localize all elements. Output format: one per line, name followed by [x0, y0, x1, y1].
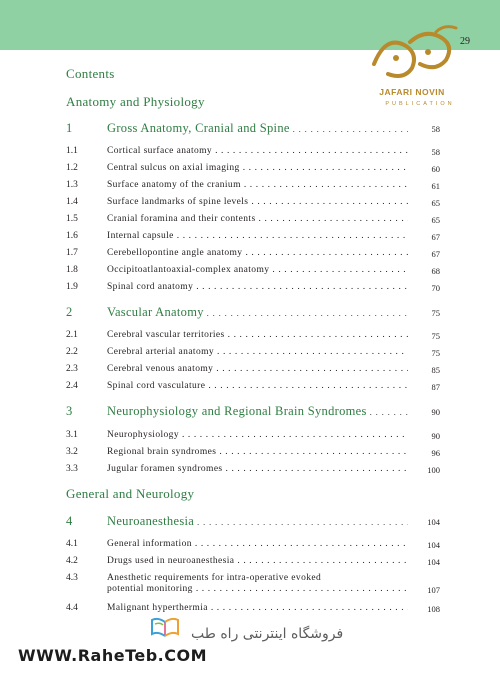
toc-entry[interactable] — [66, 197, 440, 211]
entry-title: Internal capsule . . . — [107, 231, 408, 241]
toc-entry[interactable] — [66, 282, 440, 296]
entry-page: 58 — [431, 147, 440, 157]
entry-number: 4.1 — [66, 539, 78, 549]
entry-number: 4.4 — [66, 603, 78, 613]
logo-subtitle: PUBLICATION — [385, 101, 455, 107]
entry-number: 1.5 — [66, 214, 78, 224]
entry-page: 107 — [427, 585, 440, 595]
chapter-title: Neurophysiology and Regional Brain Syndromes . . . — [107, 404, 408, 419]
toc-entry[interactable] — [66, 464, 440, 478]
toc-entry[interactable] — [66, 364, 440, 378]
watermark-persian-text: فروشگاه اینترنتی راه طب — [191, 626, 344, 642]
chapter-page: 90 — [431, 407, 440, 417]
section-heading: General and Neurology — [66, 486, 195, 501]
entry-title: Spinal cord vasculature . . . — [107, 381, 408, 391]
toc-entry[interactable] — [66, 265, 440, 279]
toc-entry[interactable] — [66, 146, 440, 160]
open-book-icon — [150, 616, 180, 638]
entry-title: Malignant hyperthermia . . . — [107, 603, 408, 613]
chapter-page: 104 — [427, 517, 440, 527]
chapter-number: 2 — [66, 305, 73, 319]
entry-page: 65 — [431, 198, 440, 208]
toc-entry[interactable] — [66, 447, 440, 461]
entry-number: 2.2 — [66, 347, 78, 357]
toc-entry[interactable] — [66, 556, 440, 570]
toc-entry[interactable] — [66, 381, 440, 395]
entry-title: Surface landmarks of spine levels . . . — [107, 197, 408, 207]
entry-number: 3.2 — [66, 447, 78, 457]
chapter-title: Vascular Anatomy . . . — [107, 305, 408, 320]
entry-title: General information . . . — [107, 539, 408, 549]
toc-entry[interactable] — [66, 231, 440, 245]
entry-title: Cerebellopontine angle anatomy . . . — [107, 248, 408, 258]
entry-title: Cerebral vascular territories . . . — [107, 330, 408, 340]
chapter-row[interactable] — [66, 404, 440, 420]
entry-number: 4.2 — [66, 556, 78, 566]
chapter-number: 3 — [66, 404, 73, 418]
entry-title: Occipitoatlantoaxial-complex anatomy . . . — [107, 265, 408, 275]
entry-page: 70 — [431, 283, 440, 293]
entry-number: 2.4 — [66, 381, 78, 391]
toc-entry[interactable] — [66, 214, 440, 228]
entry-number: 1.8 — [66, 265, 78, 275]
entry-page: 61 — [431, 181, 440, 191]
entry-page: 67 — [431, 249, 440, 259]
entry-title: Cerebral venous anatomy . . . — [107, 364, 408, 374]
toc-entry[interactable] — [66, 180, 440, 194]
entry-number: 2.1 — [66, 330, 78, 340]
entry-title: Cranial foramina and their contents . . . — [107, 214, 408, 224]
entry-number: 1.2 — [66, 163, 78, 173]
entry-title: Cortical surface anatomy . . . — [107, 146, 408, 156]
toc-entry[interactable] — [66, 330, 440, 344]
chapter-page: 75 — [431, 308, 440, 318]
entry-page: 100 — [427, 465, 440, 475]
chapter-row[interactable] — [66, 121, 440, 137]
entry-page: 108 — [427, 604, 440, 614]
entry-title-continued: potential monitoring . . . — [107, 584, 408, 594]
toc-entry[interactable] — [66, 573, 440, 601]
entry-page: 68 — [431, 266, 440, 276]
toc-entry[interactable] — [66, 347, 440, 361]
entry-page: 67 — [431, 232, 440, 242]
entry-number: 1.4 — [66, 197, 78, 207]
entry-number: 3.3 — [66, 464, 78, 474]
entry-page: 75 — [431, 348, 440, 358]
entry-number: 1.7 — [66, 248, 78, 258]
entry-page: 60 — [431, 164, 440, 174]
toc-entry[interactable] — [66, 163, 440, 177]
entry-page: 87 — [431, 382, 440, 392]
entry-page: 90 — [431, 431, 440, 441]
entry-title: Central sulcus on axial imaging . . . — [107, 163, 408, 173]
toc-entry[interactable] — [66, 248, 440, 262]
entry-page: 65 — [431, 215, 440, 225]
entry-page: 104 — [427, 540, 440, 550]
entry-number: 3.1 — [66, 430, 78, 440]
entry-page: 75 — [431, 331, 440, 341]
entry-number: 1.3 — [66, 180, 78, 190]
toc-entry[interactable] — [66, 430, 440, 444]
section-heading: Anatomy and Physiology — [66, 94, 205, 109]
watermark-url: WWW.RaheTeb.COM — [18, 646, 208, 665]
entry-title: Regional brain syndromes . . . — [107, 447, 408, 457]
page-number: 29 — [460, 36, 470, 47]
entry-page: 104 — [427, 557, 440, 567]
entry-title: Spinal cord anatomy . . . — [107, 282, 408, 292]
entry-number: 1.1 — [66, 146, 78, 156]
entry-page: 85 — [431, 365, 440, 375]
contents-heading: Contents — [66, 66, 115, 81]
chapter-title: Neuroanesthesia . . . — [107, 514, 408, 529]
entry-title: Anesthetic requirements for intra-operative evoked — [107, 573, 322, 583]
chapter-row[interactable] — [66, 305, 440, 321]
entry-number: 1.9 — [66, 282, 78, 292]
entry-title: Cerebral arterial anatomy . . . — [107, 347, 408, 357]
calligraphy-logo-icon — [366, 24, 461, 86]
chapter-number: 4 — [66, 514, 73, 528]
toc-entry[interactable] — [66, 539, 440, 553]
chapter-row[interactable] — [66, 514, 440, 530]
logo-name: JAFARI NOVIN — [379, 87, 445, 97]
publisher-logo — [356, 24, 474, 119]
entry-page: 96 — [431, 448, 440, 458]
entry-title: Drugs used in neuroanesthesia . . . — [107, 556, 408, 566]
entry-title: Jugular foramen syndromes . . . — [107, 464, 408, 474]
entry-number: 4.3 — [66, 573, 78, 583]
watermark — [0, 608, 500, 700]
entry-number: 2.3 — [66, 364, 78, 374]
entry-number: 1.6 — [66, 231, 78, 241]
chapter-number: 1 — [66, 121, 73, 135]
chapter-page: 58 — [431, 124, 440, 134]
entry-title: Neurophysiology . . . — [107, 430, 408, 440]
chapter-title: Gross Anatomy, Cranial and Spine . . . — [107, 121, 408, 136]
entry-title: Surface anatomy of the cranium . . . — [107, 180, 408, 190]
